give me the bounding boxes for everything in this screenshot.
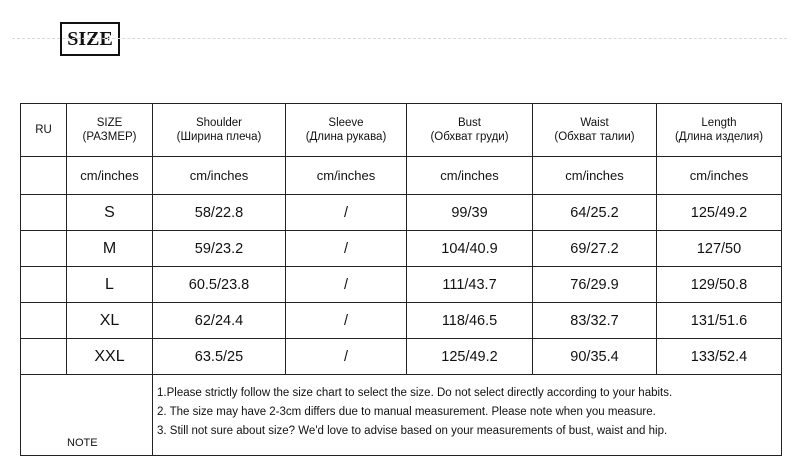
unit-cell: cm/inches [657, 157, 782, 195]
shoulder-cell: 60.5/23.8 [153, 267, 286, 303]
ru-cell [21, 195, 67, 231]
note-line: 2. The size may have 2-3cm differs due to manual measurement. Please note when you measure. [157, 406, 656, 418]
table-row [21, 231, 782, 267]
table-units-row [21, 157, 782, 195]
table-header-row [21, 104, 782, 157]
sleeve-cell: / [286, 231, 407, 267]
top-divider [12, 38, 787, 39]
shoulder-cell: 58/22.8 [153, 195, 286, 231]
header-bust: Bust (Обхват груди) [407, 104, 533, 157]
size-cell: L [67, 267, 153, 303]
unit-cell: cm/inches [533, 157, 657, 195]
table-row [21, 303, 782, 339]
unit-cell: cm/inches [153, 157, 286, 195]
unit-cell: cm/inches [286, 157, 407, 195]
length-cell: 129/50.8 [657, 267, 782, 303]
note-line: 3. Still not sure about size? We'd love to advise based on your measurements of bust, waist and hip. [157, 425, 668, 437]
shoulder-cell: 59/23.2 [153, 231, 286, 267]
unit-cell [21, 157, 67, 195]
header-shoulder: Shoulder (Ширина плеча) [153, 104, 286, 157]
note-line: 1.Please strictly follow the size chart to select the size. Do not select directly according to your habits. [157, 387, 673, 399]
length-cell: 125/49.2 [657, 195, 782, 231]
size-cell: S [67, 195, 153, 231]
bust-cell: 104/40.9 [407, 231, 533, 267]
unit-cell: cm/inches [67, 157, 153, 195]
note-label: NOTE [67, 437, 98, 449]
shoulder-cell: 63.5/25 [153, 339, 286, 375]
bust-cell: 99/39 [407, 195, 533, 231]
size-cell: XL [67, 303, 153, 339]
ru-cell [21, 303, 67, 339]
sleeve-cell: / [286, 195, 407, 231]
note-label-cell [21, 375, 153, 456]
header-size: SIZE (РАЗМЕР) [67, 104, 153, 157]
ru-cell [21, 339, 67, 375]
length-cell: 131/51.6 [657, 303, 782, 339]
unit-cell: cm/inches [407, 157, 533, 195]
size-cell: XXL [67, 339, 153, 375]
notes-list [153, 375, 781, 441]
size-badge: SIZE [60, 22, 120, 56]
table-row [21, 339, 782, 375]
length-cell: 133/52.4 [657, 339, 782, 375]
waist-cell: 90/35.4 [533, 339, 657, 375]
notes-row [21, 375, 782, 456]
ru-cell [21, 267, 67, 303]
shoulder-cell: 62/24.4 [153, 303, 286, 339]
waist-cell: 83/32.7 [533, 303, 657, 339]
size-cell: M [67, 231, 153, 267]
sleeve-cell: / [286, 303, 407, 339]
table-row [21, 267, 782, 303]
table-row [21, 195, 782, 231]
size-chart-table [20, 103, 782, 456]
notes-cell [153, 375, 782, 456]
waist-cell: 64/25.2 [533, 195, 657, 231]
sleeve-cell: / [286, 339, 407, 375]
header-waist: Waist (Обхват талии) [533, 104, 657, 157]
bust-cell: 111/43.7 [407, 267, 533, 303]
sleeve-cell: / [286, 267, 407, 303]
header-sleeve: Sleeve (Длина рукава) [286, 104, 407, 157]
ru-cell [21, 231, 67, 267]
header-ru: RU [21, 104, 67, 157]
header-length: Length (Длина изделия) [657, 104, 782, 157]
waist-cell: 76/29.9 [533, 267, 657, 303]
bust-cell: 118/46.5 [407, 303, 533, 339]
length-cell: 127/50 [657, 231, 782, 267]
waist-cell: 69/27.2 [533, 231, 657, 267]
bust-cell: 125/49.2 [407, 339, 533, 375]
